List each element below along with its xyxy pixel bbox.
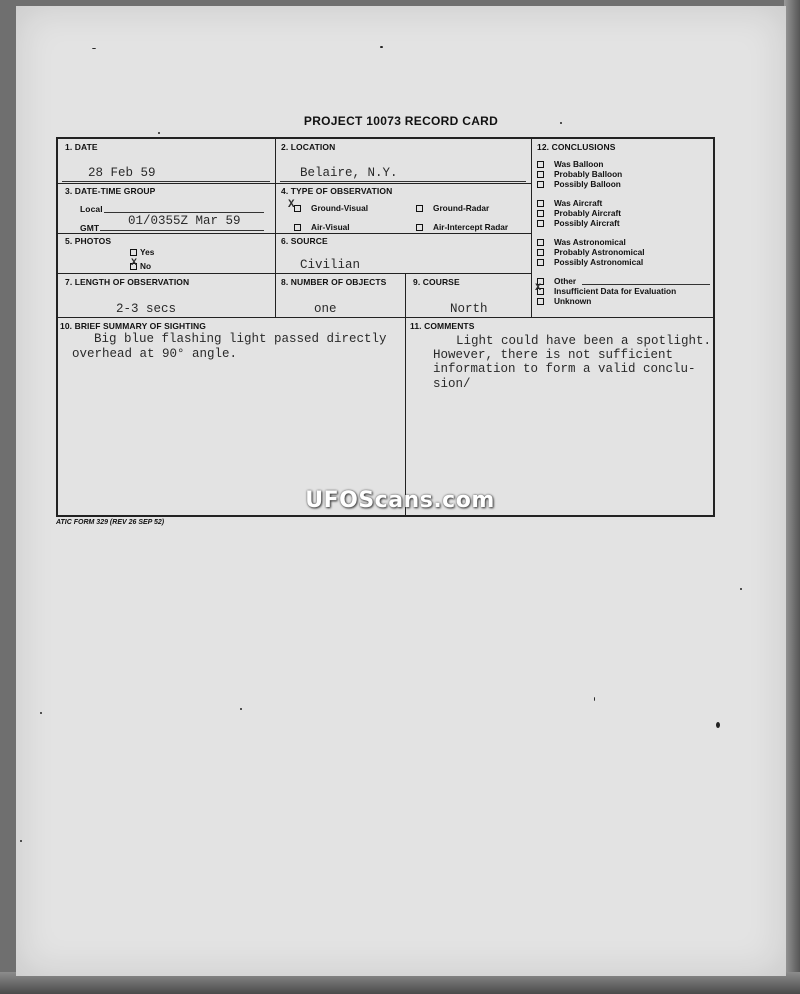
scan-speck xyxy=(158,132,160,134)
checkbox-icon xyxy=(537,239,544,246)
number-of-objects-value: one xyxy=(314,302,337,316)
observation-option: Ground-Visual xyxy=(294,203,368,213)
watermark: UFOScans.com xyxy=(305,488,495,513)
field-divider xyxy=(531,137,532,317)
card-border xyxy=(56,137,715,139)
checkbox-icon xyxy=(537,171,544,178)
gmt-label: GMT xyxy=(80,223,100,233)
scan-speck xyxy=(92,48,96,49)
check-mark-icon: X xyxy=(288,199,295,211)
checkbox-icon xyxy=(294,205,301,212)
brief-summary-label: 10. BRIEF SUMMARY OF SIGHTING xyxy=(60,321,206,331)
checkbox-icon xyxy=(416,224,423,231)
conclusion-option: Insufficient Data for Evaluation xyxy=(537,286,676,296)
checkbox-icon xyxy=(130,249,137,256)
observation-option: Air-Intercept Radar xyxy=(416,222,508,232)
scan-speck xyxy=(560,122,562,124)
observation-option: Ground-Radar xyxy=(416,203,489,213)
checkbox-icon xyxy=(416,205,423,212)
comments-line: However, there is not sufficient xyxy=(433,348,674,362)
observation-option: Air-Visual xyxy=(294,222,350,232)
checkbox-icon xyxy=(537,181,544,188)
scan-speck xyxy=(20,840,22,842)
form-number: ATIC FORM 329 (REV 26 SEP 52) xyxy=(56,519,165,526)
checkbox-icon xyxy=(537,249,544,256)
scan-speck xyxy=(594,697,595,701)
checkbox-icon xyxy=(537,259,544,266)
length-of-observation-value: 2-3 secs xyxy=(116,302,177,316)
brief-summary-line: Big blue flashing light passed directly xyxy=(94,332,387,346)
other-underline xyxy=(582,284,710,285)
conclusion-option: Probably Astronomical xyxy=(537,247,645,257)
check-mark-icon: X xyxy=(131,258,138,269)
checkbox-icon xyxy=(537,210,544,217)
date-underline xyxy=(62,181,270,182)
conclusion-option: Unknown xyxy=(537,296,591,306)
location-value: Belaire, N.Y. xyxy=(300,166,398,180)
comments-line: sion/ xyxy=(433,377,471,391)
field-divider xyxy=(56,183,532,184)
field-divider xyxy=(275,137,276,317)
checkbox-icon xyxy=(294,224,301,231)
checkbox-icon xyxy=(537,200,544,207)
field-divider xyxy=(56,273,532,274)
card-border xyxy=(56,515,715,517)
card-border xyxy=(56,137,58,517)
gmt-underline xyxy=(100,230,264,231)
checkbox-icon xyxy=(537,161,544,168)
conclusion-option: Probably Balloon xyxy=(537,169,622,179)
location-label: 2. LOCATION xyxy=(281,142,336,152)
source-label: 6. SOURCE xyxy=(281,236,328,246)
scan-speck xyxy=(240,708,242,710)
conclusion-option: Other xyxy=(537,276,576,286)
field-divider xyxy=(56,233,532,234)
checkbox-icon xyxy=(537,220,544,227)
conclusion-option: Possibly Aircraft xyxy=(537,218,620,228)
photos-option: No xyxy=(130,261,151,271)
scan-speck xyxy=(740,588,742,590)
location-underline xyxy=(280,181,526,182)
conclusion-option: Was Aircraft xyxy=(537,198,602,208)
comments-label: 11. COMMENTS xyxy=(410,321,475,331)
checkbox-icon xyxy=(537,298,544,305)
card-border xyxy=(713,137,715,517)
local-label: Local xyxy=(80,204,103,214)
local-underline xyxy=(104,212,264,213)
scan-speck xyxy=(40,712,42,714)
field-divider xyxy=(405,273,406,517)
conclusions-label: 12. CONCLUSIONS xyxy=(537,142,616,152)
length-of-observation-label: 7. LENGTH OF OBSERVATION xyxy=(65,277,190,287)
number-of-objects-label: 8. NUMBER OF OBJECTS xyxy=(281,277,387,287)
date-label: 1. DATE xyxy=(65,142,98,152)
conclusion-option: Possibly Astronomical xyxy=(537,257,643,267)
scan-speck xyxy=(380,46,383,48)
brief-summary-line: overhead at 90° angle. xyxy=(72,347,238,361)
conclusion-option: Was Balloon xyxy=(537,159,603,169)
scan-speck xyxy=(716,722,720,728)
gmt-value: 01/0355Z Mar 59 xyxy=(128,214,241,228)
photos-label: 5. PHOTOS xyxy=(65,236,112,246)
date-value: 28 Feb 59 xyxy=(88,166,156,180)
conclusion-option: Possibly Balloon xyxy=(537,179,621,189)
check-mark-icon: X xyxy=(535,283,542,294)
card-title: PROJECT 10073 RECORD CARD xyxy=(303,114,499,128)
conclusion-option: Was Astronomical xyxy=(537,237,626,247)
conclusion-option: Probably Aircraft xyxy=(537,208,621,218)
source-value: Civilian xyxy=(300,258,361,272)
comments-line: information to form a valid conclu- xyxy=(433,362,696,376)
course-label: 9. COURSE xyxy=(413,277,460,287)
comments-line: Light could have been a spotlight. xyxy=(456,334,712,348)
date-time-group-label: 3. DATE-TIME GROUP xyxy=(65,186,156,196)
type-of-observation-label: 4. TYPE OF OBSERVATION xyxy=(281,186,393,196)
photos-option: Yes xyxy=(130,247,154,257)
course-value: North xyxy=(450,302,488,316)
field-divider xyxy=(56,317,715,318)
